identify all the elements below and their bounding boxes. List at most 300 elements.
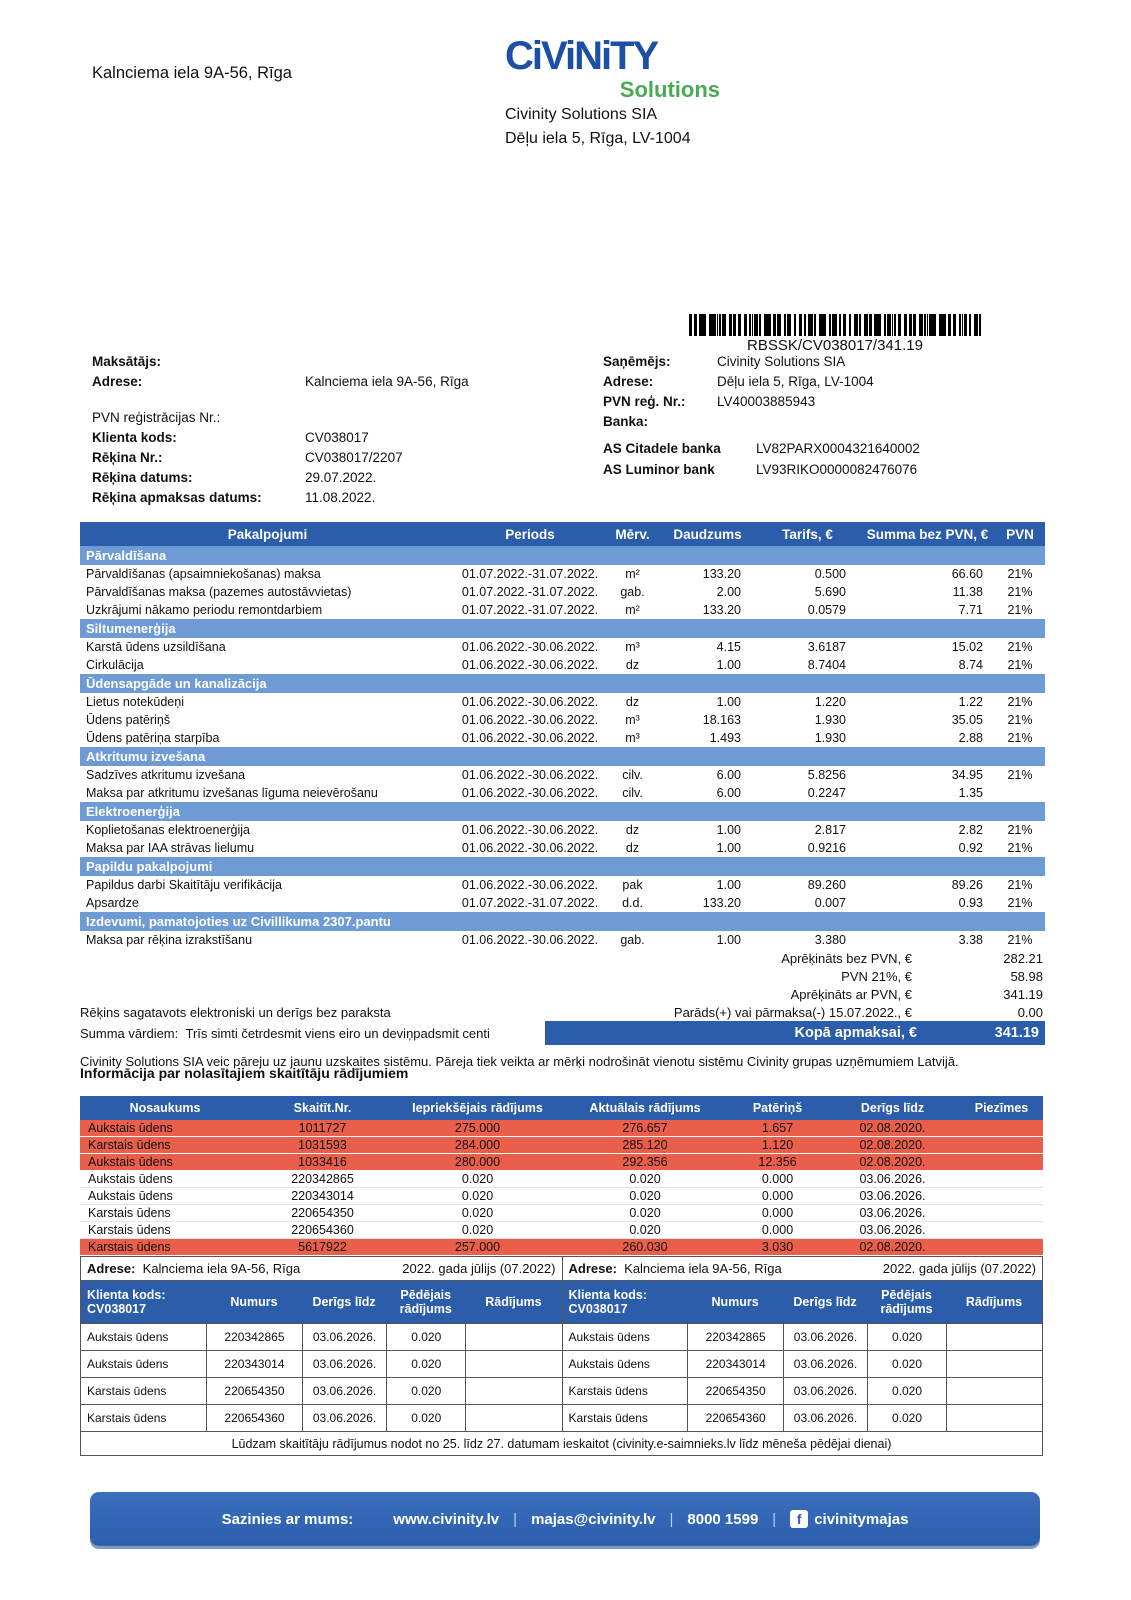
receiver-block — [603, 352, 920, 480]
bank-name: AS Luminor bank — [603, 462, 715, 477]
service-cell: 6.00 — [716, 768, 741, 782]
panel-meter-cell — [946, 1351, 1042, 1377]
total-value: 341.19 — [1003, 986, 1043, 1002]
invoice-date-value: 29.07.2022. — [305, 470, 377, 485]
meter-cell: Karstais ūdens — [88, 1223, 171, 1237]
panel-meter-cell: Karstais ūdens — [87, 1411, 167, 1425]
meter-cell: 0.000 — [761, 1206, 794, 1220]
civinity-logo: CiViNiTY — [505, 34, 658, 78]
panel-meter-cell: Karstais ūdens — [87, 1384, 167, 1398]
panel-header-row — [81, 1281, 562, 1323]
panel-period: 2022. gada jūlijs (07.2022) — [882, 1261, 1036, 1276]
service-cell: 01.06.2022.-30.06.2022. — [461, 658, 599, 672]
service-cell: 8.74 — [958, 658, 983, 672]
meter-cell: 220343014 — [291, 1189, 354, 1203]
meter-cell: 02.08.2020. — [859, 1138, 926, 1152]
panel-period: 2022. gada jūlijs (07.2022) — [402, 1261, 556, 1276]
panel-meter-cell: 0.020 — [386, 1351, 465, 1377]
panel-meter-cell: 03.06.2026. — [302, 1351, 386, 1377]
service-cell: 1.220 — [814, 695, 846, 709]
payer-address-label: Adrese: — [92, 374, 143, 389]
service-cell: 7.71 — [958, 603, 983, 617]
service-cell: cilv. — [622, 786, 643, 800]
panel-meter-row — [81, 1350, 562, 1377]
service-cell: 34.95 — [951, 768, 983, 782]
service-cell: 2.817 — [814, 823, 846, 837]
panel-address-value: Kalnciema iela 9A-56, Rīga — [616, 1261, 782, 1276]
meter-submission-note: Lūdzam skaitītāju rādījumus nodot no 25. līdz 27. datumam ieskaitot (civinity.e-saimnieks.lv līdz mēneša pēdējai dienai) — [81, 1431, 1042, 1455]
payer-address-value: Kalnciema iela 9A-56, Rīga — [305, 374, 469, 389]
service-row — [80, 894, 1045, 912]
panel-meter-cell — [946, 1378, 1042, 1404]
service-cell: 5.690 — [814, 585, 846, 599]
footer-contact-bar — [90, 1492, 1040, 1546]
service-cell: 18.163 — [702, 713, 741, 727]
panel-meter-cell: 220654360 — [687, 1405, 783, 1431]
meter-row — [80, 1222, 1043, 1239]
service-cell: d.d. — [622, 896, 643, 910]
total-label: PVN 21%, € — [841, 968, 912, 984]
service-cell: Ūdens patēriņš — [86, 713, 171, 727]
panel-meter-cell: 03.06.2026. — [783, 1378, 867, 1404]
service-cell: 01.06.2022.-30.06.2022. — [461, 640, 599, 654]
panel-meter-cell: Karstais ūdens — [568, 1411, 648, 1425]
total-line-bez-pvn — [80, 949, 1045, 967]
meter-cell: 220342865 — [291, 1172, 354, 1186]
meter-cell: 0.020 — [629, 1172, 661, 1186]
separator: | — [669, 1510, 674, 1528]
meter-cell: 5617922 — [298, 1240, 347, 1254]
service-cell: 01.07.2022.-31.07.2022. — [461, 567, 599, 581]
service-cell: 133.20 — [702, 567, 741, 581]
meter-row — [80, 1205, 1043, 1222]
service-cell: Koplietošanas elektroenerģija — [86, 823, 250, 837]
invoice-number-value: CV038017/2207 — [305, 450, 403, 465]
service-cell: 0.92 — [958, 841, 983, 855]
company-name: Civinity Solutions SIA — [505, 106, 658, 123]
section-band: Pārvaldīšana — [80, 546, 1045, 565]
meter-cell: 02.08.2020. — [859, 1155, 926, 1169]
panel-meter-row — [563, 1377, 1043, 1404]
service-cell: 1.35 — [958, 786, 983, 800]
service-row — [80, 784, 1045, 802]
meter-row — [80, 1239, 1043, 1256]
meter-cell: Aukstais ūdens — [88, 1155, 173, 1169]
civinity-logo-solutions: Solutions — [619, 77, 720, 102]
barcode-label: RBSSK/CV038017/341.19 — [747, 337, 923, 354]
service-cell: 01.06.2022.-30.06.2022. — [461, 731, 599, 745]
service-cell: 21% — [1007, 896, 1033, 910]
meter-cell: 0.020 — [629, 1206, 661, 1220]
meter-row — [80, 1154, 1043, 1171]
total-line-ar-pvn — [80, 985, 1045, 1003]
service-cell: 1.00 — [716, 841, 741, 855]
services-table — [80, 522, 1045, 1069]
receiver-vat-value: LV40003885943 — [717, 394, 816, 409]
section-band: Elektroenerģija — [80, 802, 1045, 821]
service-cell: 21% — [1007, 878, 1033, 892]
meter-panels — [81, 1257, 1042, 1431]
service-cell: 1.00 — [716, 658, 741, 672]
facebook-icon: f — [790, 1510, 808, 1528]
invoice-date-label: Rēķina datums: — [92, 470, 193, 485]
due-date-value: 11.08.2022. — [305, 490, 376, 505]
panel-meter-cell: 220343014 — [206, 1351, 302, 1377]
service-row — [80, 821, 1045, 839]
service-row — [80, 839, 1045, 857]
meter-cell: 220654350 — [291, 1206, 354, 1220]
meter-panels-wrap — [80, 1256, 1043, 1456]
website-link: www.civinity.lv — [393, 1510, 500, 1528]
services-table-header — [80, 522, 1045, 546]
meter-cell: Karstais ūdens — [88, 1240, 171, 1254]
panel-meter-cell: Karstais ūdens — [568, 1384, 648, 1398]
service-cell: m³ — [625, 731, 640, 745]
service-cell: 66.60 — [951, 567, 983, 581]
service-cell: 21% — [1007, 841, 1033, 855]
service-cell: 01.06.2022.-30.06.2022. — [461, 713, 599, 727]
panel-meter-cell: 220654360 — [206, 1405, 302, 1431]
service-cell: 1.930 — [814, 731, 846, 745]
service-cell: 1.00 — [716, 695, 741, 709]
service-cell: 01.07.2022.-31.07.2022. — [461, 585, 599, 599]
col-aktualais: Aktuālais rādījums — [589, 1101, 701, 1115]
panel-address-label: Adrese: — [568, 1261, 617, 1276]
service-cell: 01.06.2022.-30.06.2022. — [461, 841, 599, 855]
panel-meter-row — [563, 1404, 1043, 1431]
service-row — [80, 729, 1045, 747]
total-value: 58.98 — [1010, 968, 1043, 984]
service-cell: 21% — [1007, 933, 1033, 947]
service-cell: 133.20 — [702, 603, 741, 617]
meter-panel — [562, 1257, 1043, 1431]
service-cell: 0.2247 — [807, 786, 846, 800]
electronic-note: Rēķins sagatavots elektroniski un derīgs bez paraksta — [80, 1004, 391, 1020]
total-line-pvn — [80, 967, 1045, 985]
service-row — [80, 656, 1045, 674]
col-daudzums: Daudzums — [673, 526, 742, 542]
services-table-body — [80, 546, 1045, 949]
service-cell: 1.00 — [716, 878, 741, 892]
service-row — [80, 638, 1045, 656]
panel-meter-row — [563, 1350, 1043, 1377]
service-cell: 11.38 — [952, 585, 983, 599]
service-cell: pak — [622, 878, 643, 892]
separator: | — [772, 1510, 777, 1528]
service-cell: 89.26 — [951, 878, 983, 892]
panel-col-header: Pēdējais rādījums — [399, 1288, 452, 1316]
meter-cell: 260.030 — [622, 1240, 668, 1254]
meter-cell: Karstais ūdens — [88, 1138, 171, 1152]
service-cell: 6.00 — [716, 786, 741, 800]
meter-cell — [960, 1154, 1043, 1170]
service-row — [80, 601, 1045, 619]
service-cell: 21% — [1007, 768, 1033, 782]
panel-meter-row — [81, 1404, 562, 1431]
meter-cell: 285.120 — [622, 1138, 668, 1152]
service-cell: 3.6187 — [807, 640, 846, 654]
service-cell: 1.00 — [716, 933, 741, 947]
meter-cell: 0.000 — [761, 1189, 794, 1203]
service-row — [80, 583, 1045, 601]
total-due-bar — [545, 1021, 1045, 1045]
panel-meter-cell: 0.020 — [867, 1324, 946, 1350]
service-row — [80, 693, 1045, 711]
receiver-address-label: Adrese: — [603, 374, 654, 389]
section-band: Ūdensapgāde un kanalizācija — [80, 674, 1045, 693]
service-cell: 21% — [1007, 585, 1033, 599]
section-band: Papildu pakalpojumi — [80, 857, 1045, 876]
meter-cell — [960, 1120, 1043, 1136]
meter-cell — [960, 1239, 1043, 1255]
panel-meter-cell — [465, 1351, 561, 1377]
panel-meter-cell: 0.020 — [386, 1378, 465, 1404]
col-summa: Summa bez PVN, € — [866, 526, 989, 542]
payer-label: Maksātājs: — [92, 354, 162, 369]
meter-cell: 0.020 — [461, 1223, 494, 1237]
panel-col-header: Pēdējais rādījums — [880, 1288, 933, 1316]
service-cell: 1.22 — [958, 695, 983, 709]
service-cell: Uzkrājumi nākamo periodu remontdarbiem — [86, 603, 323, 617]
panel-meter-cell — [465, 1324, 561, 1350]
service-cell: 21% — [1007, 640, 1033, 654]
meter-cell: 275.000 — [454, 1121, 501, 1135]
meter-cell: 0.020 — [629, 1223, 661, 1237]
meter-row — [80, 1120, 1043, 1137]
panel-address-row — [563, 1257, 1043, 1281]
service-cell: m³ — [625, 713, 640, 727]
col-iepriekšejais: Iepriekšējais rādījums — [412, 1101, 543, 1115]
panel-col-header: Rādījums — [965, 1295, 1023, 1309]
meter-cell: 284.000 — [454, 1138, 501, 1152]
barcode-image — [689, 314, 981, 336]
email-link: majas@civinity.lv — [531, 1510, 656, 1528]
meter-cell: 3.030 — [761, 1240, 794, 1254]
panel-meter-cell: 03.06.2026. — [783, 1405, 867, 1431]
meter-cell: 02.08.2020. — [859, 1121, 926, 1135]
service-cell: 01.06.2022.-30.06.2022. — [461, 768, 599, 782]
total-label: Parāds(+) vai pārmaksa(-) 15.07.2022., € — [673, 1004, 912, 1020]
service-cell: gab. — [620, 585, 645, 599]
service-cell: Apsardze — [86, 896, 139, 910]
panel-meter-cell: Aukstais ūdens — [568, 1330, 650, 1344]
meter-cell: Aukstais ūdens — [88, 1189, 173, 1203]
meter-cell: 03.06.2026. — [859, 1206, 926, 1220]
receiver-vat-label: PVN reģ. Nr.: — [603, 394, 686, 409]
meter-cell: 0.020 — [629, 1189, 661, 1203]
service-row — [80, 565, 1045, 583]
panel-meter-cell: 220343014 — [687, 1351, 783, 1377]
client-code-label: Klienta kods: — [568, 1288, 647, 1302]
service-cell: 133.20 — [702, 896, 741, 910]
panel-meter-cell: 03.06.2026. — [302, 1405, 386, 1431]
service-cell: 01.07.2022.-31.07.2022. — [461, 896, 599, 910]
service-cell: dz — [625, 823, 640, 837]
service-cell: 0.007 — [814, 896, 846, 910]
payer-vat-label: PVN reģistrācijas Nr.: — [92, 410, 221, 425]
panel-meter-cell: Aukstais ūdens — [87, 1357, 169, 1371]
service-cell: 01.06.2022.-30.06.2022. — [461, 823, 599, 837]
panel-meter-cell — [946, 1405, 1042, 1431]
bank-name: AS Citadele banka — [603, 441, 721, 456]
meter-cell: 02.08.2020. — [859, 1240, 926, 1254]
client-code-value: CV038017 — [568, 1302, 628, 1316]
meter-cell: 03.06.2026. — [859, 1189, 926, 1203]
col-pvn: PVN — [1006, 526, 1034, 542]
section-band: Atkritumu izvešana — [80, 747, 1045, 766]
meter-row — [80, 1137, 1043, 1154]
service-cell: Maksa par atkritumu izvešanas līguma neievērošanu — [86, 786, 378, 800]
service-cell: 0.93 — [958, 896, 983, 910]
service-cell: Maksa par IAA strāvas lielumu — [86, 841, 255, 855]
panel-meter-cell: 0.020 — [867, 1351, 946, 1377]
service-cell: 01.07.2022.-31.07.2022. — [461, 603, 599, 617]
due-date-label: Rēķina apmaksas datums: — [92, 490, 262, 505]
service-cell: 01.06.2022.-30.06.2022. — [461, 878, 599, 892]
service-cell: Lietus notekūdeņi — [86, 695, 184, 709]
panel-col-header: Rādījums — [485, 1295, 542, 1309]
service-cell: m² — [625, 567, 640, 581]
receiver-address-value: Dēļu iela 5, Rīga, LV-1004 — [717, 374, 874, 389]
meter-cell: 1011727 — [298, 1121, 347, 1135]
service-cell: 21% — [1007, 658, 1033, 672]
total-line-parads — [545, 1003, 1045, 1021]
total-due-value: 341.19 — [994, 1025, 1039, 1041]
service-cell: 8.7404 — [807, 658, 846, 672]
panel-address-value: Kalnciema iela 9A-56, Rīga — [135, 1261, 301, 1276]
panel-meter-cell — [465, 1378, 561, 1404]
service-cell: 2.00 — [716, 585, 741, 599]
panel-meter-cell: 0.020 — [386, 1324, 465, 1350]
facebook-handle: civinitymajas — [814, 1510, 909, 1528]
meter-cell: 1.120 — [761, 1138, 794, 1152]
panel-meter-cell: 220342865 — [687, 1324, 783, 1350]
col-merv: Mērv. — [615, 526, 650, 542]
service-cell: cilv. — [622, 768, 643, 782]
phone-number: 8000 1599 — [687, 1510, 759, 1528]
meter-cell: Aukstais ūdens — [88, 1172, 173, 1186]
panel-meter-cell: 03.06.2026. — [783, 1351, 867, 1377]
meter-cell: 1.657 — [761, 1121, 794, 1135]
panel-client-code — [81, 1281, 206, 1323]
panel-address-row — [81, 1257, 562, 1281]
panel-meter-cell: 0.020 — [867, 1405, 946, 1431]
service-cell: 15.02 — [951, 640, 983, 654]
service-row — [80, 711, 1045, 729]
service-cell: 3.380 — [814, 933, 846, 947]
payer-block — [92, 352, 469, 508]
meter-panel — [81, 1257, 562, 1431]
service-cell: 5.8256 — [807, 768, 846, 782]
col-skaitit-nr: Skaitīt.Nr. — [293, 1101, 352, 1115]
meter-cell — [960, 1222, 1043, 1238]
panel-meter-cell: Aukstais ūdens — [87, 1330, 169, 1344]
service-cell: 01.06.2022.-30.06.2022. — [461, 786, 599, 800]
total-value: 282.21 — [1003, 950, 1043, 966]
service-cell: gab. — [620, 933, 645, 947]
amount-words-label: Summa vārdiem: — [80, 1025, 179, 1041]
client-code-value: CV038017 — [305, 430, 369, 445]
service-cell: Papildus darbi Skaitītāju verifikācija — [86, 878, 282, 892]
panel-header-row — [563, 1281, 1043, 1323]
panel-address-label: Adrese: — [87, 1261, 136, 1276]
meter-cell: 0.020 — [461, 1189, 494, 1203]
panel-col-header: Numurs — [230, 1295, 278, 1309]
service-cell: 1.00 — [716, 823, 741, 837]
panel-meter-cell: 03.06.2026. — [783, 1324, 867, 1350]
object-address: Kalnciema iela 9A-56, Rīga — [92, 64, 292, 82]
service-cell: dz — [625, 695, 640, 709]
service-cell: 1.493 — [709, 731, 741, 745]
service-cell: m² — [625, 603, 640, 617]
meters-table-body — [80, 1120, 1043, 1256]
col-pakalpojumi: Pakalpojumi — [227, 526, 308, 542]
service-cell: 2.82 — [958, 823, 983, 837]
meter-row — [80, 1188, 1043, 1205]
service-row — [80, 876, 1045, 894]
service-cell: dz — [625, 658, 640, 672]
meter-cell — [960, 1205, 1043, 1221]
panel-col-header: Derīgs līdz — [793, 1295, 857, 1309]
separator: | — [513, 1510, 518, 1528]
panel-client-code — [563, 1281, 688, 1323]
panel-meter-cell: 220654350 — [206, 1378, 302, 1404]
meter-cell — [960, 1188, 1043, 1204]
panel-meter-cell — [946, 1324, 1042, 1350]
meter-cell: 280.000 — [454, 1155, 501, 1169]
col-nosaukums: Nosaukums — [129, 1101, 201, 1115]
service-cell: Pārvaldīšanas maksa (pazemes autostāvvietas) — [86, 585, 352, 599]
service-cell: 21% — [1007, 567, 1033, 581]
service-cell: Pārvaldīšanas (apsaimniekošanas) maksa — [86, 567, 321, 581]
meter-cell — [960, 1137, 1043, 1153]
panel-meter-cell: 220654350 — [687, 1378, 783, 1404]
meter-cell: Karstais ūdens — [88, 1206, 171, 1220]
panel-meter-row — [81, 1323, 562, 1350]
panel-meter-cell: 03.06.2026. — [302, 1324, 386, 1350]
service-cell: 89.260 — [807, 878, 846, 892]
service-cell: 2.88 — [958, 731, 983, 745]
meter-cell: 257.000 — [454, 1240, 501, 1254]
service-row — [80, 766, 1045, 784]
meter-row — [80, 1171, 1043, 1188]
transition-note: Civinity Solutions SIA veic pāreju uz jaunu uzskaites sistēmu. Pāreja tiek veikta ar mērķi nodrošināt vienotu sistēmu Civinity grupas uzņēmumiem Latvijā. — [80, 1054, 959, 1069]
panel-meter-row — [81, 1377, 562, 1404]
col-periods: Periods — [505, 526, 555, 542]
col-paterins: Patēriņš — [752, 1101, 803, 1115]
panel-col-header: Numurs — [711, 1295, 759, 1309]
service-row — [80, 931, 1045, 949]
bank-label: Banka: — [603, 414, 649, 429]
meter-cell: 03.06.2026. — [859, 1172, 926, 1186]
meter-cell: 1031593 — [298, 1138, 347, 1152]
service-cell: 21% — [1007, 603, 1033, 617]
meter-cell: 0.000 — [761, 1223, 794, 1237]
meters-title: Informācija par nolasītajiem skaitītāju rādījumiem — [80, 1065, 409, 1081]
total-label: Aprēķināts bez PVN, € — [781, 950, 912, 966]
panel-meter-cell: Aukstais ūdens — [568, 1357, 650, 1371]
section-band: Siltumenerģija — [80, 619, 1045, 638]
col-derigs-lidz: Derīgs līdz — [860, 1101, 925, 1115]
section-band: Izdevumi, pamatojoties uz Civillikuma 2307.pantu — [80, 912, 1045, 931]
panel-meter-row — [563, 1323, 1043, 1350]
service-cell: 3.38 — [958, 933, 983, 947]
panel-meter-cell: 0.020 — [386, 1405, 465, 1431]
service-cell: 21% — [1007, 823, 1033, 837]
meter-cell — [960, 1171, 1043, 1187]
service-cell: Maksa par rēķina izrakstīšanu — [86, 933, 253, 947]
meter-cell: 0.020 — [461, 1206, 494, 1220]
